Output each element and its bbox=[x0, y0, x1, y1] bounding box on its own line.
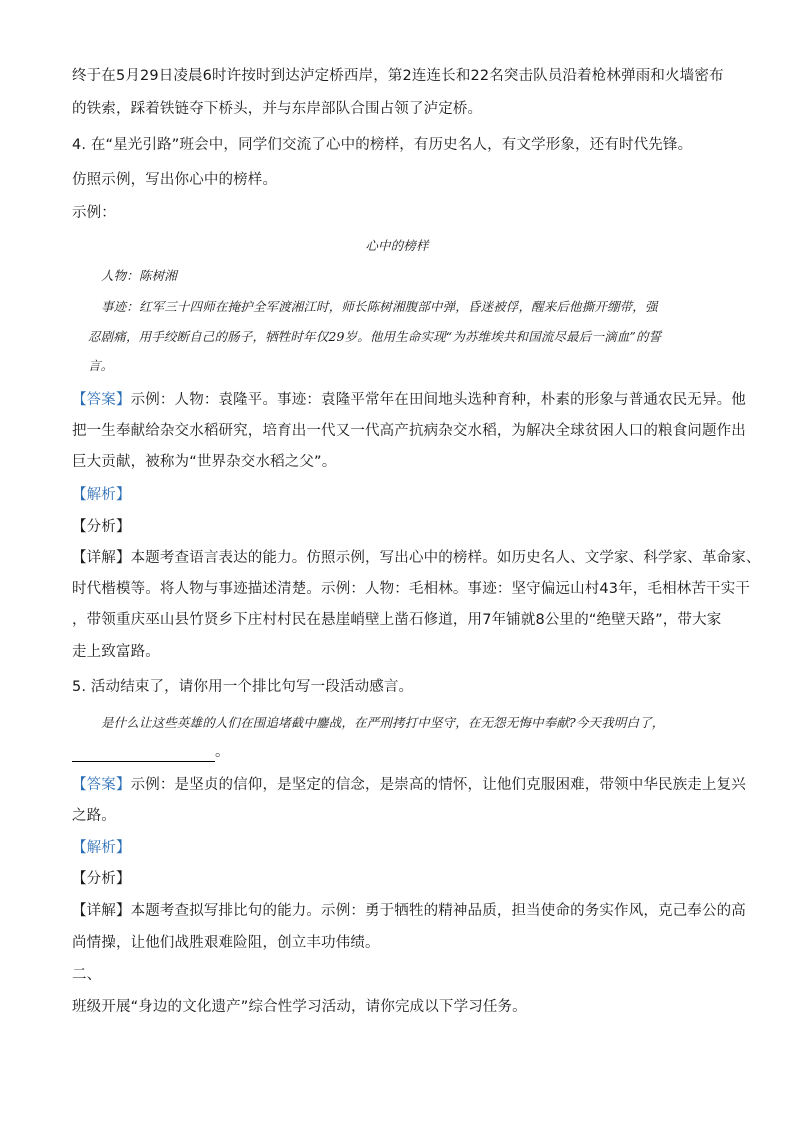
q4-answer-line-1 bbox=[72, 390, 746, 410]
q3-tail-line-2: 的铁索，踩着铁链夺下桥头，并与东岸部队合围占领了泸定桥。 bbox=[72, 101, 483, 117]
q4-example-title: 心中的榜样 bbox=[365, 238, 429, 253]
q5-detail-line-1 bbox=[72, 901, 746, 921]
q4-detail-line-4: 走上致富路。 bbox=[72, 644, 160, 660]
q4-example-label: 示例： bbox=[72, 205, 116, 221]
answer-blank bbox=[72, 747, 215, 762]
q5-prompt: 是什么让这些英雄的人们在围追堵截中鏖战，在严刑拷打中坚守，在无怨无悔中奉献?今天我明白了， bbox=[101, 715, 665, 730]
answer-text: 示例：人物：袁隆平。事迹：袁隆平常年在田间地头选种育种，朴素的形象与普通农民无异。他 bbox=[130, 392, 746, 408]
section-2-intro: 班级开展“身边的文化遗产”综合性学习活动，请你完成以下学习任务。 bbox=[72, 999, 527, 1015]
q5-analysis-tag: 【解析】 bbox=[72, 840, 131, 856]
q4-answer-line-2: 把一生奉献给杂交水稻研究，培育出一代又一代高产抗病杂交水稻，为解决全球贫困人口的粮食问题作出 bbox=[72, 423, 746, 439]
q4-example-deed-line-1: 事迹：红军三十四师在掩护全军渡湘江时，师长陈树湘腹部中弹，昏迷被俘，醒来后他撕开绷带，强 bbox=[101, 299, 658, 314]
answer-text: 示例：是坚贞的信仰，是坚定的信念，是崇高的情怀，让他们克服困难，带领中华民族走上复兴 bbox=[130, 777, 746, 793]
detail-tag: 【详解】 bbox=[72, 903, 131, 919]
detail-text: 本题考查拟写排比句的能力。示例：勇于牺牲的精神品质，担当使命的务实作风，克己奉公的高 bbox=[130, 903, 746, 919]
q5-answer-line-2: 之路。 bbox=[72, 808, 116, 824]
q3-tail-line-1: 终于在5月29日凌晨6时许按时到达泸定桥西岸，第2连连长和22名突击队员沿着枪林弹雨和火墙密布 bbox=[72, 68, 724, 84]
q5-detail-line-2: 尚情操，让他们战胜艰难险阻，创立丰功伟绩。 bbox=[72, 935, 380, 951]
q4-detail-line-1 bbox=[72, 548, 761, 568]
q5-question: 5. 活动结束了，请你用一个排比句写一段活动感言。 bbox=[72, 679, 414, 695]
q4-example-deed-line-3: 言。 bbox=[88, 358, 114, 373]
answer-tag: 【答案】 bbox=[72, 777, 131, 793]
q4-question: 4. 在“星光引路”班会中，同学们交流了心中的榜样，有历史名人，有文学形象，还有时代先锋。 bbox=[72, 137, 693, 153]
section-2-heading: 二、 bbox=[72, 967, 102, 983]
q4-example-deed-line-2: 忍剧痛，用手绞断自己的肠子，牺牲时年仅29岁。他用生命实现“为苏维埃共和国流尽最后一滴血”的誓 bbox=[88, 329, 662, 344]
q4-fenxi-tag: 【分析】 bbox=[72, 519, 131, 535]
q4-example-person: 人物：陈树湘 bbox=[101, 268, 177, 283]
answer-tag: 【答案】 bbox=[72, 392, 131, 408]
q4-detail-line-2: 时代楷模等。将人物与事迹描述清楚。示例：人物：毛相林。事迹：坚守偏远山村43年，毛相林苦干实干 bbox=[72, 581, 750, 597]
q5-blank-line bbox=[72, 742, 722, 762]
q4-analysis-tag: 【解析】 bbox=[72, 487, 131, 503]
q4-detail-line-3: ，带领重庆巫山县竹贤乡下庄村村民在悬崖峭壁上凿石修道，用7年铺就8公里的“绝壁天路”，带大家 bbox=[72, 612, 722, 628]
q4-instruction: 仿照示例，写出你心中的榜样。 bbox=[72, 172, 278, 188]
q4-answer-line-3: 巨大贡献，被称为“世界杂交水稻之父”。 bbox=[72, 454, 337, 470]
q5-fenxi-tag: 【分析】 bbox=[72, 871, 131, 887]
detail-tag: 【详解】 bbox=[72, 550, 131, 566]
blank-end: 。 bbox=[215, 744, 230, 760]
q5-answer-line-1 bbox=[72, 775, 746, 795]
detail-text: 本题考查语言表达的能力。仿照示例，写出心中的榜样。如历史名人、文学家、科学家、革命家、 bbox=[130, 550, 761, 566]
